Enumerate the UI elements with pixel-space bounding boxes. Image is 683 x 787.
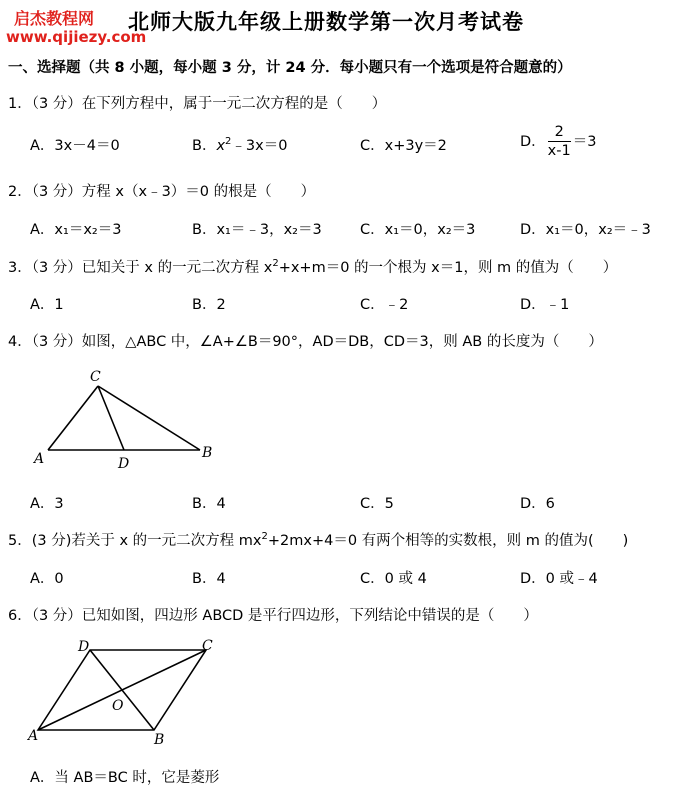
q3-option-a[interactable]: A．1 <box>30 297 64 313</box>
q1-option-d-rest: ＝3 <box>572 134 597 150</box>
question-4-stem: 4．（3 分）如图，△ABC 中，∠A+∠B＝90°，AD＝DB，CD＝3，则 AB 的长度为（ ） <box>8 334 603 350</box>
q3-option-d[interactable]: D．﹣1 <box>520 297 570 313</box>
question-1-stem: 1．（3 分）在下列方程中，属于一元二次方程的是（ ） <box>8 96 387 112</box>
q2-option-b[interactable]: B．x₁＝﹣3，x₂＝3 <box>192 222 322 238</box>
q1-option-b-prefix: B． <box>192 138 217 154</box>
q3-stem-end: +x+m＝0 的一个根为 x＝1，则 m 的值为（ ） <box>278 260 618 276</box>
q3-option-c[interactable]: C．﹣2 <box>360 297 409 313</box>
q1-option-c[interactable]: C．x+3y＝2 <box>360 138 447 154</box>
q5-option-c[interactable]: C．0 或 4 <box>360 571 427 587</box>
segment-cd <box>98 386 124 450</box>
diagonal-bd <box>90 650 154 730</box>
q4-option-c[interactable]: C．5 <box>360 496 394 512</box>
q4-option-a[interactable]: A．3 <box>30 496 64 512</box>
q6-option-a[interactable]: A．当 AB＝BC 时，它是菱形 <box>30 770 220 786</box>
q1-option-d-fraction <box>548 124 571 160</box>
question-6-stem: 6．（3 分）已知如图，四边形 ABCD 是平行四边形，下列结论中错误的是（ ） <box>8 608 538 624</box>
q1-option-b-x: x <box>216 138 226 154</box>
q1-option-d-denominator: x-1 <box>547 143 571 159</box>
label-o: O <box>112 698 124 714</box>
q5-stem-end: +2mx+4＝0 有两个相等的实数根，则 m 的值为( ) <box>267 533 629 549</box>
q2-option-a[interactable]: A．x₁＝x₂＝3 <box>30 222 122 238</box>
q3-option-b[interactable]: B．2 <box>192 297 226 313</box>
q1-option-a[interactable]: A．3x－4＝0 <box>30 138 120 154</box>
label-d: D <box>118 456 130 472</box>
label-c: C <box>202 638 213 654</box>
q1-option-d-numerator: 2 <box>548 124 571 142</box>
q5-option-b[interactable]: B．4 <box>192 571 226 587</box>
q3-stem-exponent: 2 <box>272 258 279 270</box>
watermark-site-name: 启杰教程网 <box>14 9 95 28</box>
q3-stem-start: 3．（3 分）已知关于 x 的一元二次方程 x <box>8 260 273 276</box>
q1-option-d-prefix: D． <box>520 134 546 150</box>
label-b: B <box>154 732 165 748</box>
section-heading: 一、选择题（共 8 小题，每小题 3 分，计 24 分．每小题只有一个选项是符合题意的） <box>8 60 572 76</box>
q5-stem-exponent: 2 <box>261 531 268 543</box>
label-a: A <box>28 728 39 744</box>
q1-option-b[interactable] <box>192 134 287 155</box>
q1-option-b-rest: ﹣3x＝0 <box>231 138 288 154</box>
q1-option-b-exponent: 2 <box>225 136 232 148</box>
question-2-stem: 2．（3 分）方程 x（x﹣3）＝0 的根是（ ） <box>8 184 316 200</box>
q2-option-d[interactable]: D．x₁＝0，x₂＝﹣3 <box>520 222 651 238</box>
segment-ac <box>48 386 98 450</box>
q4-option-d[interactable]: D．6 <box>520 496 555 512</box>
label-c: C <box>90 369 101 385</box>
label-a: A <box>34 451 45 467</box>
segment-cb <box>98 386 200 450</box>
label-d: D <box>78 639 90 655</box>
q1-option-d[interactable] <box>520 124 596 160</box>
parallelogram-figure <box>22 632 222 750</box>
question-5-stem <box>8 529 628 550</box>
label-b: B <box>202 445 213 461</box>
q2-option-c[interactable]: C．x₁＝0，x₂＝3 <box>360 222 476 238</box>
q5-option-d[interactable]: D．0 或﹣4 <box>520 571 598 587</box>
page-title: 北师大版九年级上册数学第一次月考试卷 <box>128 9 524 34</box>
question-3-stem <box>8 256 617 277</box>
watermark-url: www.qijiezy.com <box>6 28 147 46</box>
triangle-figure <box>28 364 228 474</box>
q5-option-a[interactable]: A．0 <box>30 571 64 587</box>
q4-option-b[interactable]: B．4 <box>192 496 226 512</box>
q5-stem-start: 5．(3 分)若关于 x 的一元二次方程 mx <box>8 533 262 549</box>
